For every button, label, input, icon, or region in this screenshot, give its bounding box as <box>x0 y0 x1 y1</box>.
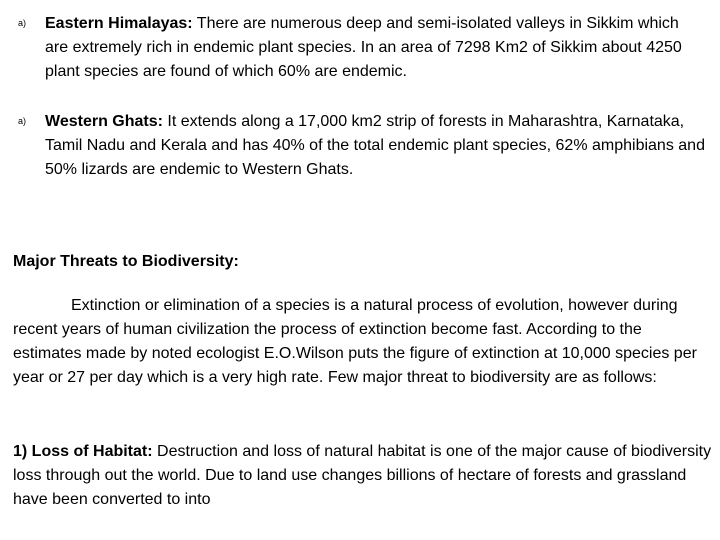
bullet-body: It extends along a 17,000 km2 strip of forests in Maharashtra, Karnataka, Tamil Nadu and Kerala and has 40% of the total endemic plant species, 62% amphibians and 50% lizards are endemic to Western Ghats. <box>45 113 705 178</box>
loss-of-habitat-paragraph <box>13 440 713 512</box>
intro-paragraph-text: Extinction or elimination of a species is a natural process of evolution, however during recent years of human civilization the process of extinction become fast. According to the estimates made by noted ecologist E.O.Wilson puts the figure of extinction at 10,000 species per year or 27 per day which is a very high rate. Few major threat to biodiversity are as follows: <box>13 297 697 386</box>
bullet-marker: a) <box>18 116 27 126</box>
intro-paragraph <box>13 294 713 390</box>
section-heading: Major Threats to Biodiversity: <box>13 253 239 270</box>
loss-of-habitat-text: Destruction and loss of natural habitat is one of the major cause of biodiversity loss through out the world. Due to land use changes billions of hectare of forests and grassland have been converted to into <box>13 443 712 508</box>
bullet-text <box>45 12 705 84</box>
bullet-text <box>45 110 705 182</box>
bullet-term: Western Ghats: <box>45 113 163 130</box>
bullet-body: There are numerous deep and semi-isolated valleys in Sikkim which are extremely rich in endemic plant species. In an area of 7298 Km2 of Sikkim about 4250 plant species are found of which 60% are endemic. <box>45 15 682 80</box>
bullet-marker: a) <box>18 18 27 28</box>
bullet-term: Eastern Himalayas: <box>45 15 193 32</box>
loss-of-habitat-term: 1) Loss of Habitat: <box>13 443 153 460</box>
